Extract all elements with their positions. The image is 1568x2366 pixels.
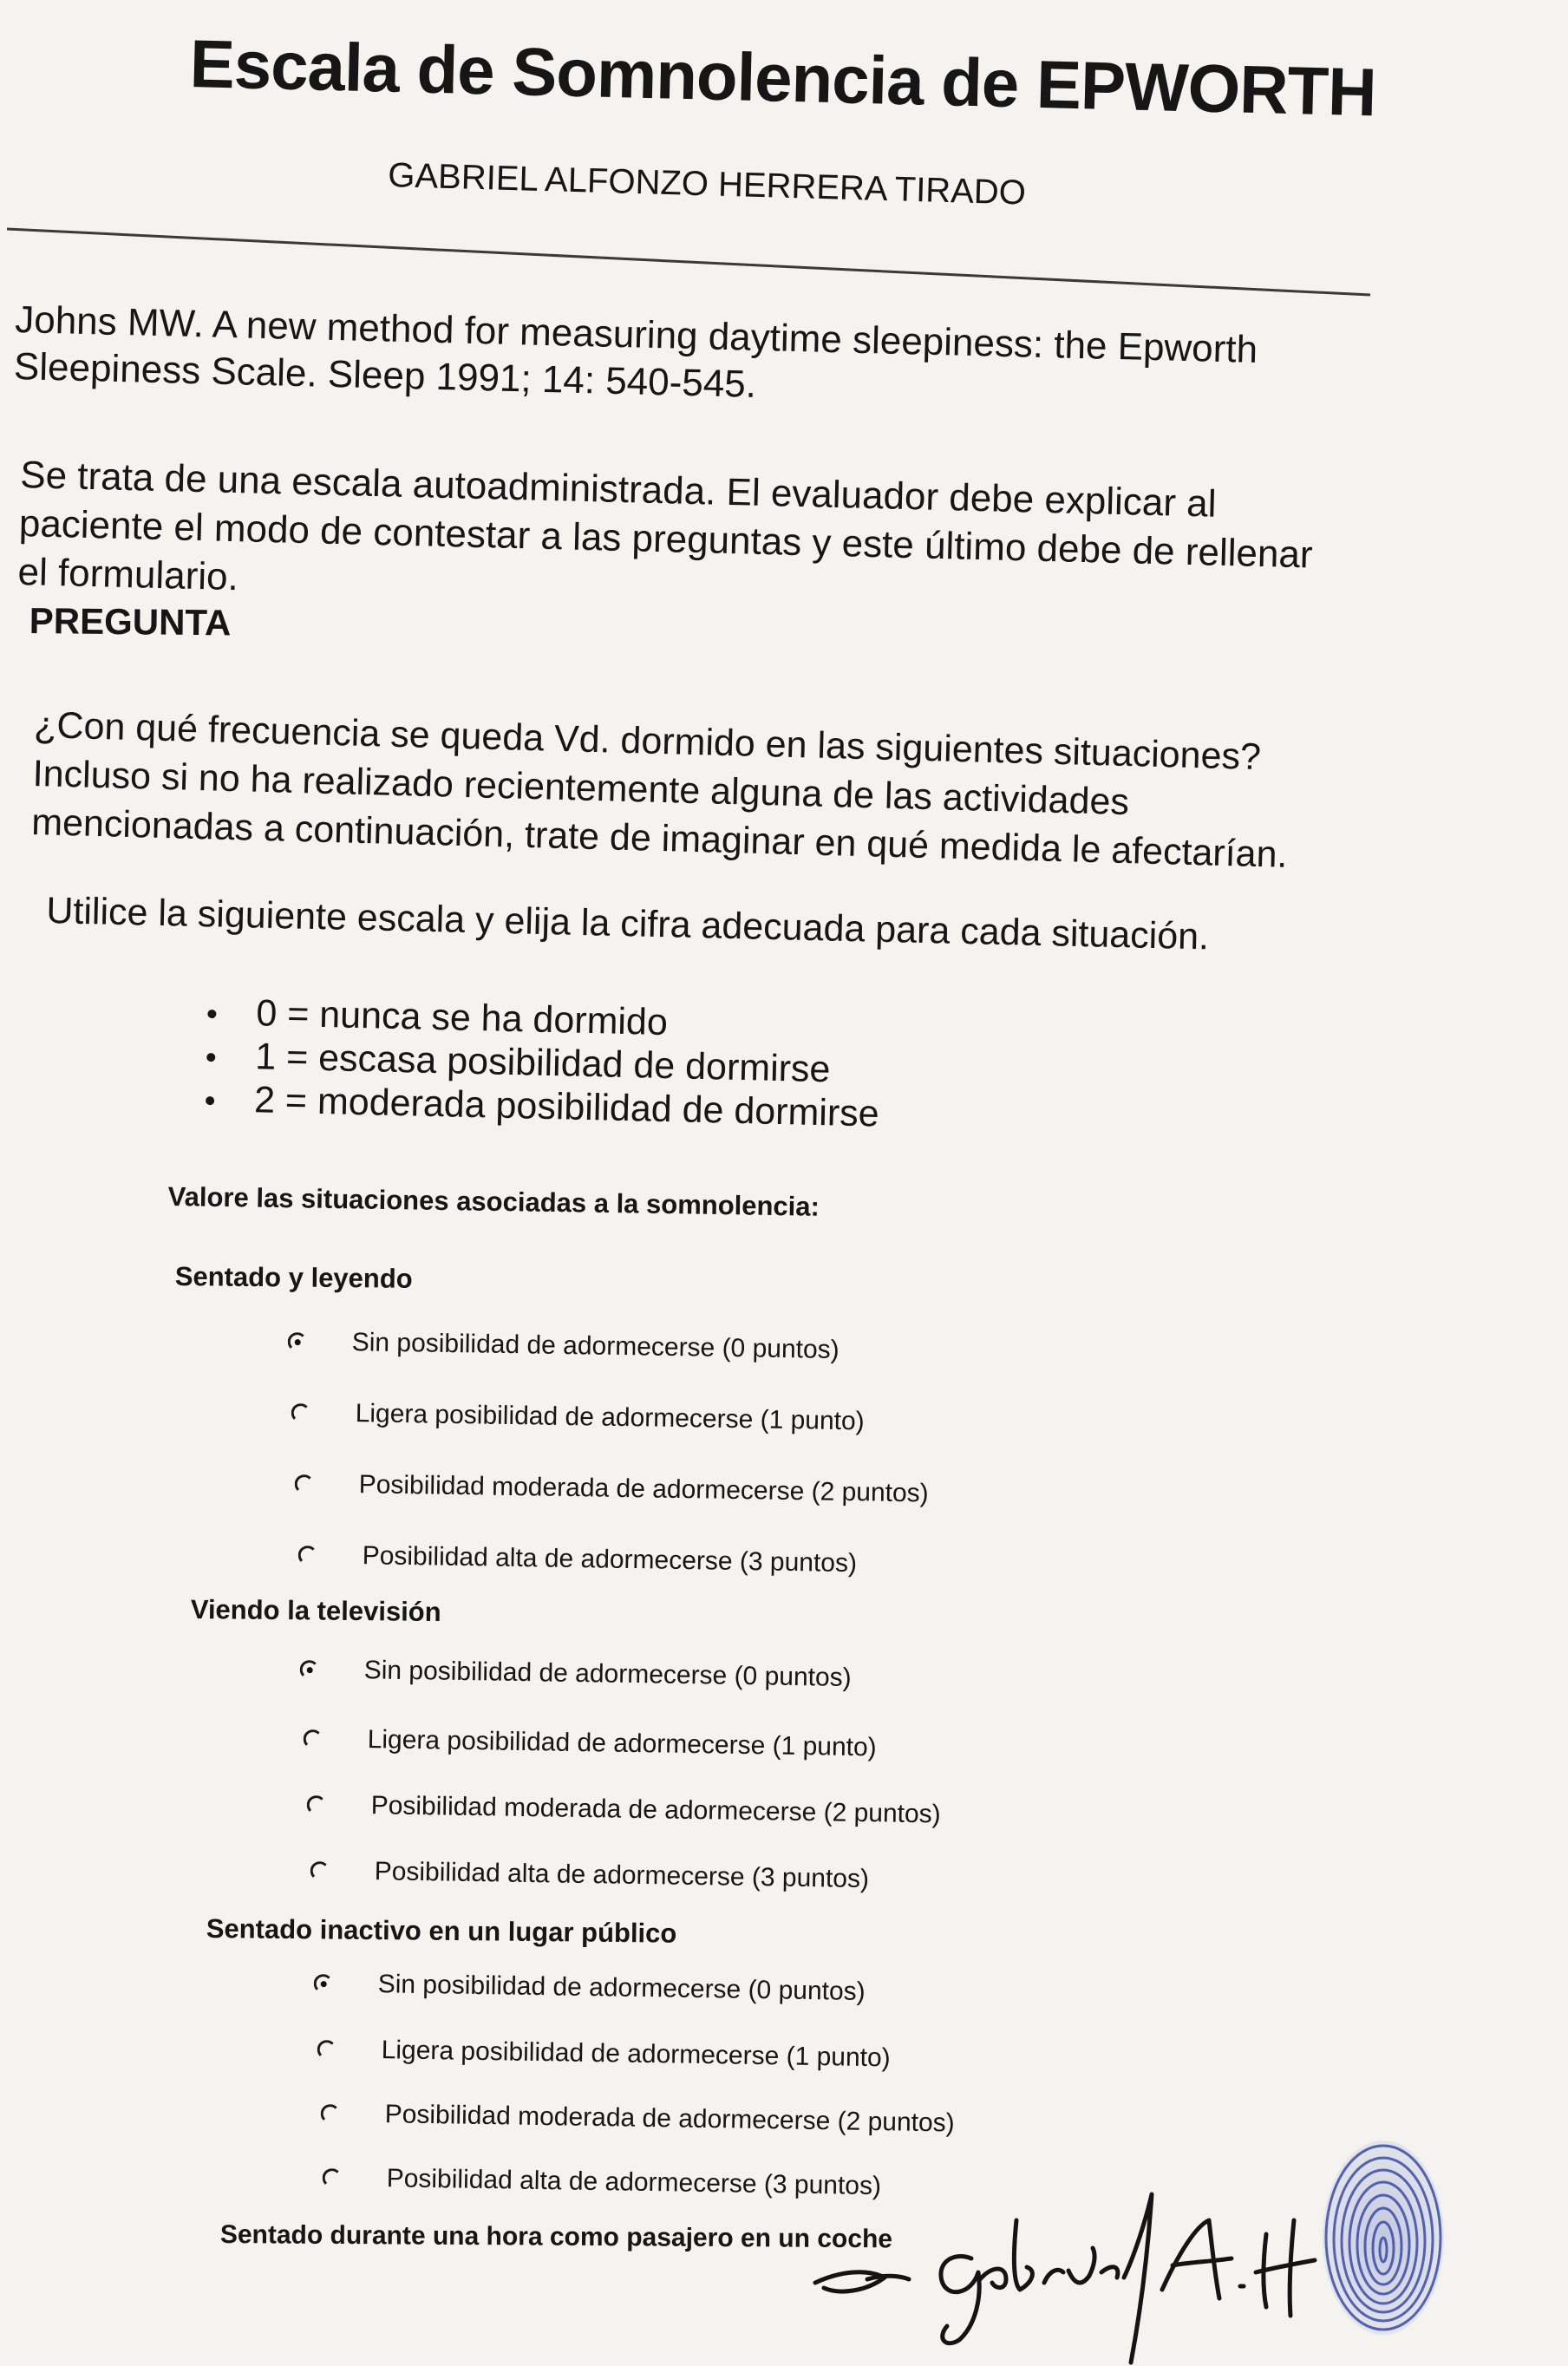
fingerprint-image xyxy=(1318,2134,1448,2342)
option-tv-1[interactable] xyxy=(303,1724,876,1762)
scale-intro: Utilice la siguiente escala y elija la cifra adecuada para cada situación. xyxy=(45,890,1210,958)
group-title-car-passenger: Sentado durante una hora como pasajero en un coche xyxy=(219,2220,893,2254)
option-tv-2[interactable] xyxy=(306,1790,940,1829)
radio-button[interactable] xyxy=(323,2168,342,2187)
scale-item: 1 = escasa posibilidad de dormirse xyxy=(206,1034,881,1093)
option-label: Posibilidad alta de adormecerse (3 puntos) xyxy=(386,2164,882,2201)
radio-button[interactable] xyxy=(317,2040,336,2059)
option-label: Ligera posibilidad de adormecerse (1 punto) xyxy=(355,1399,865,1436)
section-heading: PREGUNTA xyxy=(29,600,232,644)
header-divider xyxy=(0,0,1568,312)
radio-button[interactable] xyxy=(314,1974,333,1993)
scale-item: 2 = moderada posibilidad de dormirse xyxy=(206,1077,880,1136)
option-label: Ligera posibilidad de adormecerse (1 punto) xyxy=(367,1725,877,1762)
citation: Johns MW. A new method for measuring daytime sleepiness: the Epworth Sleepiness Scale. Sleep 1991; 14: 540-545. xyxy=(13,297,1258,406)
question-text: ¿Con qué frecuencia se queda Vd. dormido en las siguientes situaciones? Incluso si no ha realizado recientemente alguna de las actividades mencionadas a continuación, trate de imaginar en qué medida le afectarían. xyxy=(30,703,1289,876)
option-label: Sin posibilidad de adormecerse (0 puntos) xyxy=(377,1970,866,2006)
intro-paragraph: Se trata de una escala autoadministrada. El evaluador debe explicar al paciente el modo de contestar a las preguntas y este último debe de rellenar el formulario. xyxy=(16,453,1314,599)
rate-title: Valore las situaciones asociadas a la somnolencia: xyxy=(167,1181,820,1222)
radio-button[interactable] xyxy=(307,1795,326,1814)
option-reading-3[interactable] xyxy=(297,1540,857,1578)
radio-button[interactable] xyxy=(298,1546,317,1565)
radio-button[interactable] xyxy=(291,1403,310,1422)
handwritten-signature xyxy=(798,2168,1318,2366)
radio-button[interactable] xyxy=(310,1861,330,1880)
document-title: Escala de Somnolencia de EPWORTH xyxy=(188,24,1377,131)
radio-button[interactable] xyxy=(300,1660,319,1679)
author-name: GABRIEL ALFONZO HERRERA TIRADO xyxy=(387,156,1027,212)
option-reading-2[interactable] xyxy=(294,1469,928,1508)
group-title-public-place: Sentado inactivo en un lugar público xyxy=(206,1913,677,1949)
group-title-reading: Sentado y leyendo xyxy=(174,1261,413,1294)
radio-button[interactable] xyxy=(288,1332,307,1351)
radio-button[interactable] xyxy=(295,1474,314,1493)
option-reading-0[interactable] xyxy=(287,1327,839,1365)
group-title-tv: Viendo la televisión xyxy=(190,1594,441,1628)
option-tv-3[interactable] xyxy=(310,1856,869,1894)
option-label: Ligera posibilidad de adormecerse (1 punto) xyxy=(381,2036,891,2073)
radio-button[interactable] xyxy=(321,2104,340,2123)
option-reading-1[interactable] xyxy=(291,1398,864,1436)
scale-list xyxy=(206,990,882,1136)
option-label: Posibilidad moderada de adormecerse (2 puntos) xyxy=(370,1791,941,1829)
option-label: Posibilidad alta de adormecerse (3 puntos) xyxy=(362,1541,858,1578)
radio-button[interactable] xyxy=(304,1729,323,1748)
option-public-0[interactable] xyxy=(313,1969,865,2007)
option-label: Sin posibilidad de adormecerse (0 puntos) xyxy=(363,1656,852,1692)
option-label: Posibilidad moderada de adormecerse (2 puntos) xyxy=(384,2100,955,2138)
option-label: Sin posibilidad de adormecerse (0 puntos) xyxy=(351,1328,840,1364)
scale-item: 0 = nunca se ha dormido xyxy=(207,990,882,1049)
option-public-2[interactable] xyxy=(320,2099,954,2138)
option-label: Posibilidad alta de adormecerse (3 puntos) xyxy=(374,1857,870,1894)
option-public-1[interactable] xyxy=(317,2035,890,2073)
option-tv-0[interactable] xyxy=(299,1655,851,1693)
option-label: Posibilidad moderada de adormecerse (2 puntos) xyxy=(358,1470,929,1508)
